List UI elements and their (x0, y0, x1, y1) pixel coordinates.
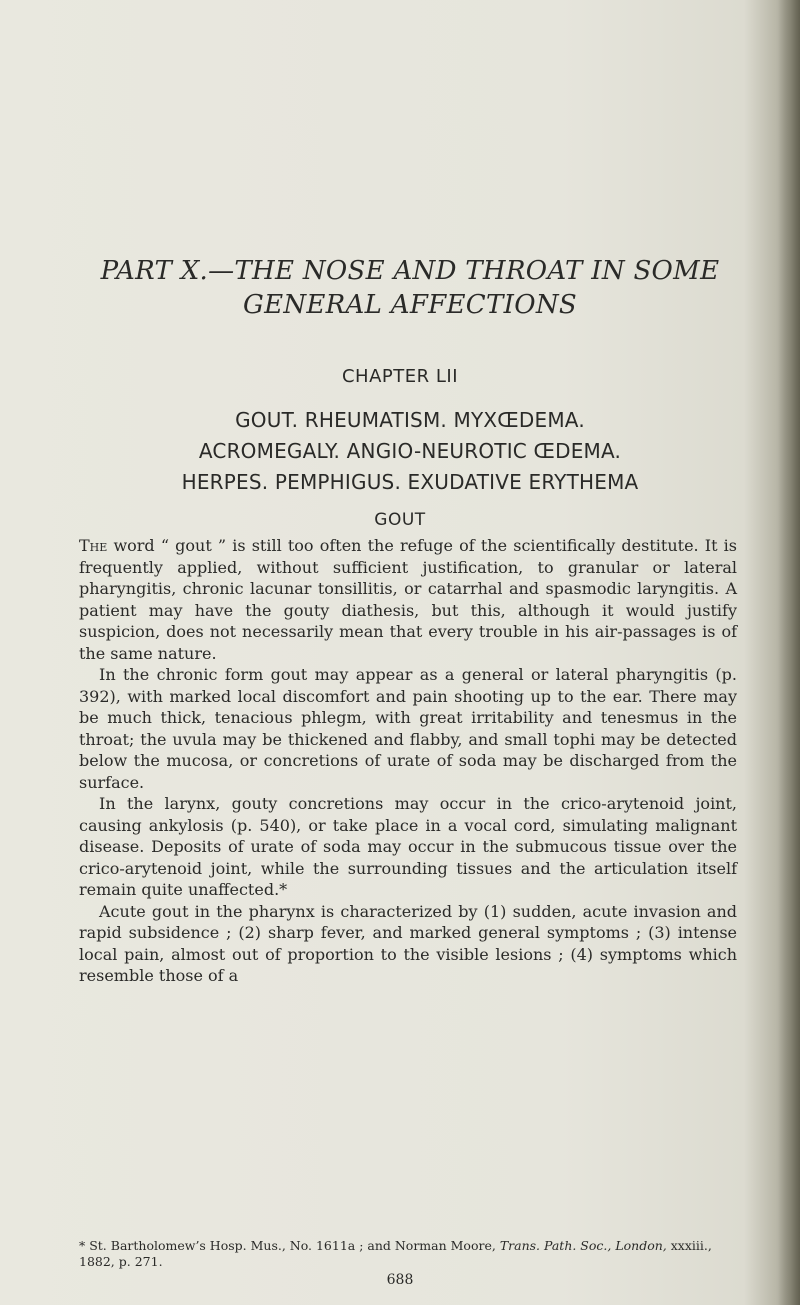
footnote-journal: Trans. Path. Soc., London, (499, 1238, 667, 1253)
footnote-citation: xxxiii., 1882, p. 271. (79, 1238, 712, 1269)
part-title-line-1: PART X.—THE NOSE AND THROAT IN SOME (100, 256, 720, 286)
chapter-heading: CHAPTER LII (341, 366, 458, 387)
subjects-line-1: GOUT. RHEUMATISM. MYXŒDEMA. (235, 408, 585, 432)
section-heading: GOUT (374, 510, 426, 530)
page-edge-shadow (778, 0, 800, 1305)
part-title (60, 254, 760, 322)
footnote (79, 1238, 737, 1270)
paragraph-1 (79, 535, 737, 664)
subjects-line-3: HERPES. PEMPHIGUS. EXUDATIVE ERYTHEMA (181, 470, 639, 494)
part-title-line-2: GENERAL AFFECTIONS (243, 290, 577, 320)
paragraph-1-text: word “ gout ” is still too often the refuge of the scientifically destitute. It is frequently applied, without sufficient justification, to granular or lateral pharyngitis, chronic lacunar tonsillitis, or catarrhal and spasmodic laryngitis. A patient may have the gouty diathesis, but this, although it would justify suspicion, does not necessarily mean that every trouble in his air-passages is of the same nature. (79, 536, 737, 663)
paragraph-4: Acute gout in the pharynx is characterized by (1) sudden, acute invasion and rapid subsidence ; (2) sharp fever, and marked general symptoms ; (3) intense local pain, almost out of proportion to the visible lesions ; (4) symptoms which resemble those of a (79, 901, 737, 985)
paragraph-1-lead: The (79, 536, 108, 555)
paragraph-3: In the larynx, gouty concretions may occur in the crico-arytenoid joint, causing ankylosis (p. 540), or take place in a vocal cord, simulating malignant disease. Deposits of urate of soda may occur in the submucous tissue over the crico-arytenoid joint, while the surrounding tissues and the articulation itself remain quite unaffected.* (79, 794, 737, 899)
body-text (79, 535, 737, 987)
footnote-text: * St. Bartholomew’s Hosp. Mus., No. 1611a ; and Norman Moore, (79, 1238, 500, 1253)
subjects-line-2: ACROMEGALY. ANGIO-NEUROTIC ŒDEMA. (198, 439, 622, 463)
chapter-subjects (60, 405, 760, 498)
paragraph-2: In the chronic form gout may appear as a general or lateral pharyngitis (p. 392), with marked local discomfort and pain shooting up to the ear. There may be much thick, tenacious phlegm, with great irritability and tenesmus in the throat; the uvula may be thickened and flabby, and small tophi may be detected below the mucosa, or concretions of urate of soda may be discharged from the surface. (79, 665, 737, 792)
page-number: 688 (386, 1272, 414, 1288)
